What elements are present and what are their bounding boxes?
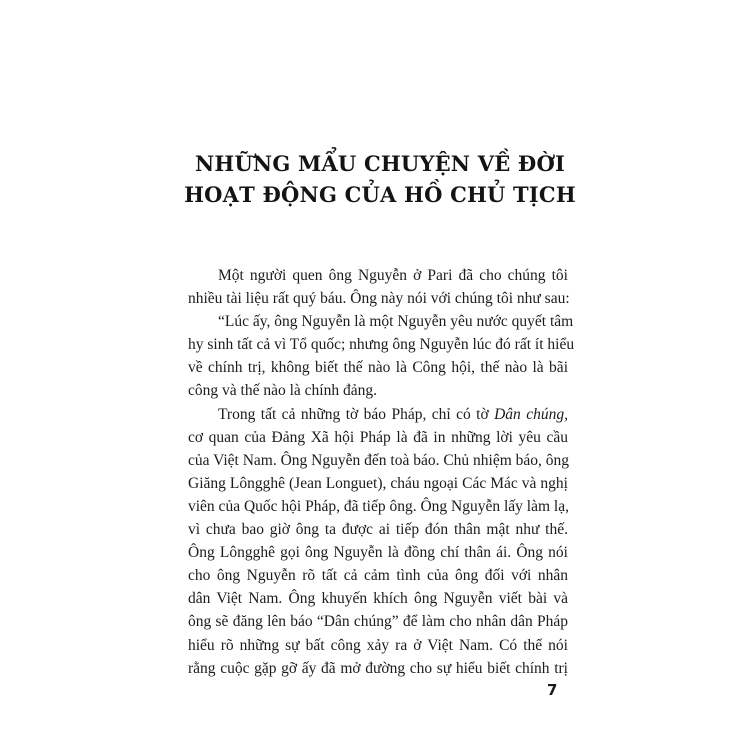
paragraph-3-line-3: của Việt Nam. Ông Nguyễn đến toà báo. Chủ nhiệm báo, ông: [188, 451, 570, 469]
paragraph-1-line-1: Một người quen ông Nguyễn ở Pari đã cho chúng tôi: [218, 267, 568, 284]
paragraph-3-line-1: [188, 403, 568, 426]
paragraph-2-line-2: hy sinh tất cả vì Tổ quốc; nhưng ông Nguyễn lúc đó rất ít hiểu: [188, 336, 575, 354]
chapter-title-line-1: NHỮNG MẨU CHUYỆN VỀ ĐỜI: [194, 151, 565, 176]
newspaper-name-italic: Dân chúng,: [494, 405, 568, 423]
paragraph-3-line-11: hiểu rõ những sự bất công xảy ra ở Việt Nam. Có thể nói: [188, 636, 568, 654]
paragraph-3-line-1-text: Trong tất cả những tờ báo Pháp, chỉ có tờ: [218, 405, 495, 423]
paragraph-2-line-1: “Lúc ấy, ông Nguyễn là một Nguyễn yêu nước quyết tâm: [218, 313, 574, 331]
chapter-title: [150, 148, 610, 210]
paragraph-3-line-7: Ông Lôngghê gọi ông Nguyễn là đồng chí thân ái. Ông nói: [188, 544, 568, 562]
paragraph-2-line-3: về chính trị, không biết thế nào là Công hội, thế nào là bãi: [188, 359, 568, 377]
paragraph-1-line-2: nhiều tài liệu rất quý báu. Ông này nói với chúng tôi như sau:: [188, 290, 570, 308]
paragraph-3-line-12: rằng cuộc gặp gỡ ấy đã mở đường cho sự hiểu biết chính trị: [188, 659, 568, 677]
paragraph-3-line-8: cho ông Nguyễn rõ tất cả cảm tình của ông đối với nhân: [188, 567, 568, 585]
paragraph-3-line-5: viên của Quốc hội Pháp, đã tiếp ông. Ông Nguyễn lấy làm lạ,: [188, 497, 569, 515]
paragraph-3-line-10: ông sẽ đăng lên báo “Dân chúng” để làm cho nhân dân Pháp: [188, 613, 568, 631]
paragraph-2-line-4: công và thế nào là chính đảng.: [188, 382, 377, 400]
paragraph-3-line-9: dân Việt Nam. Ông khuyến khích ông Nguyễn viết bài và: [188, 590, 568, 608]
paragraph-3-line-4: Giăng Lôngghê (Jean Longuet), cháu ngoại Các Mác và nghị: [188, 474, 568, 492]
chapter-title-line-2: HOẠT ĐỘNG CỦA HỒ CHỦ TỊCH: [184, 182, 576, 207]
paragraph-3-line-6: vì chưa bao giờ ông ta được ai tiếp đón thân mật như thế.: [188, 521, 568, 539]
body-text: [188, 264, 575, 680]
page-number: 7: [547, 681, 558, 699]
paragraph-3-line-2: cơ quan của Đảng Xã hội Pháp là đã in những lời yêu cầu: [188, 428, 568, 446]
